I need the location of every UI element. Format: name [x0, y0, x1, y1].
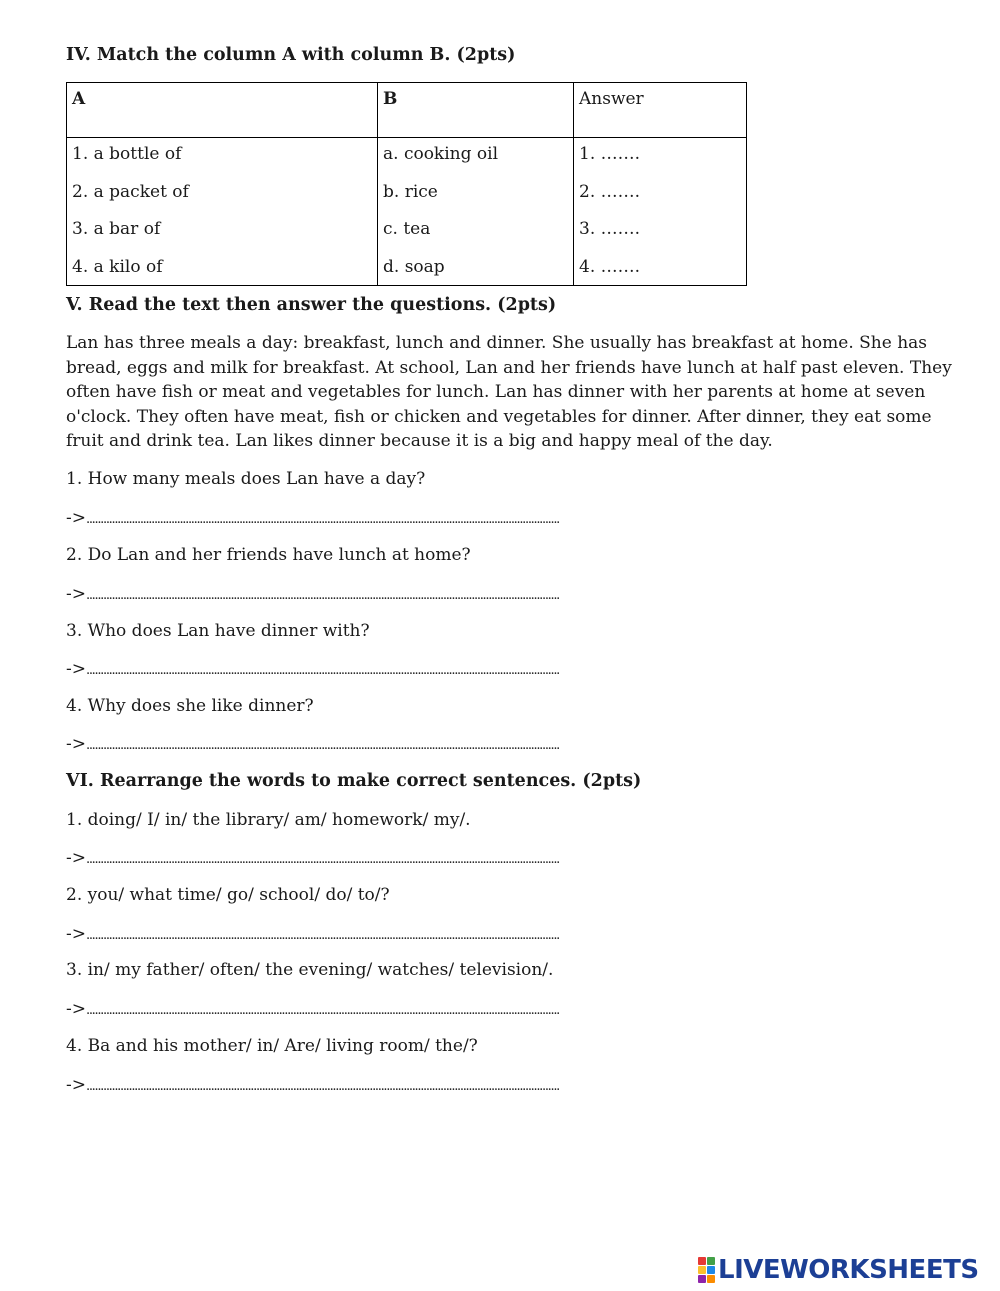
column-a-item: 1. a bottle of — [72, 144, 182, 164]
logo-square — [698, 1275, 706, 1283]
column-b-item: c. tea — [383, 219, 431, 239]
column-b-item: d. soap — [383, 256, 445, 277]
answer-line[interactable] — [66, 508, 559, 528]
logo-text: LIVEWORKSHEETS — [718, 1255, 979, 1285]
answer-arrow: -> — [66, 848, 86, 868]
column-a-item: 2. a packet of — [72, 181, 189, 202]
answer-arrow: -> — [66, 659, 86, 679]
answer-cell — [574, 138, 747, 286]
answer-slot[interactable]: 3. ……. — [579, 219, 641, 239]
column-a-header: A — [67, 83, 378, 138]
section-6-heading: VI. Rearrange the words to make correct sentences. (2pts) — [66, 771, 642, 791]
question-text: 2. you/ what time/ go/ school/ do/ to/? — [66, 885, 390, 905]
question-text: 3. Who does Lan have dinner with? — [66, 621, 370, 641]
column-b-item: a. cooking oil — [383, 144, 499, 164]
logo-square — [707, 1275, 715, 1283]
logo-square — [707, 1266, 715, 1274]
answer-dots: ....................................................................................................................................................................... — [86, 852, 560, 867]
question-text: 4. Ba and his mother/ in/ Are/ living room/ the/? — [66, 1036, 478, 1056]
answer-line[interactable] — [66, 1075, 559, 1095]
column-b-header: B — [378, 83, 574, 138]
answer-slot[interactable]: 4. ……. — [579, 256, 641, 277]
question-text: 4. Why does she like dinner? — [66, 696, 314, 716]
answer-dots: ....................................................................................................................................................................... — [86, 1003, 560, 1018]
answer-arrow: -> — [66, 999, 86, 1019]
section-4-heading: IV. Match the column A with column B. (2pts) — [66, 45, 516, 65]
column-b-item: b. rice — [383, 181, 438, 202]
answer-slot[interactable]: 1. ……. — [579, 144, 641, 164]
answer-dots: ....................................................................................................................................................................... — [86, 928, 560, 943]
answer-line[interactable] — [66, 848, 559, 868]
answer-column-header: Answer — [574, 83, 747, 138]
logo-square — [707, 1257, 715, 1265]
answer-arrow: -> — [66, 734, 86, 754]
answer-dots: ....................................................................................................................................................................... — [86, 738, 560, 753]
answer-slot[interactable]: 2. ……. — [579, 181, 641, 202]
passage-line: o'clock. They often have meat, fish or chicken and vegetables for dinner. After dinner, they eat some — [66, 406, 932, 427]
answer-dots: ....................................................................................................................................................................... — [86, 588, 560, 603]
column-a-item: 3. a bar of — [72, 219, 161, 239]
answer-arrow: -> — [66, 584, 86, 604]
logo-square — [698, 1266, 706, 1274]
answer-dots: ....................................................................................................................................................................... — [86, 512, 560, 527]
logo-square — [698, 1257, 706, 1265]
question-text: 1. How many meals does Lan have a day? — [66, 469, 426, 489]
answer-line[interactable] — [66, 659, 559, 679]
answer-dots: ....................................................................................................................................................................... — [86, 1079, 560, 1094]
answer-dots: ....................................................................................................................................................................... — [86, 663, 560, 678]
table-body-row — [67, 138, 747, 286]
column-a-cell — [67, 138, 378, 286]
column-a-item: 4. a kilo of — [72, 256, 163, 277]
passage-line: Lan has three meals a day: breakfast, lunch and dinner. She usually has breakfast at home. She has — [66, 333, 928, 353]
answer-arrow: -> — [66, 508, 86, 528]
matching-table — [66, 82, 747, 286]
reading-passage — [66, 331, 952, 454]
answer-line[interactable] — [66, 924, 559, 944]
answer-arrow: -> — [66, 1075, 86, 1095]
logo-mark-icon — [698, 1257, 715, 1283]
question-text: 3. in/ my father/ often/ the evening/ watches/ television/. — [66, 960, 554, 980]
answer-line[interactable] — [66, 999, 559, 1019]
passage-line: bread, eggs and milk for breakfast. At school, Lan and her friends have lunch at half past eleven. They — [66, 357, 952, 378]
column-b-cell — [378, 138, 574, 286]
passage-line: often have fish or meat and vegetables for lunch. Lan has dinner with her parents at home at seven — [66, 382, 926, 403]
answer-arrow: -> — [66, 924, 86, 944]
question-text: 1. doing/ I/ in/ the library/ am/ homework/ my/. — [66, 810, 471, 830]
question-text: 2. Do Lan and her friends have lunch at home? — [66, 545, 471, 565]
answer-line[interactable] — [66, 734, 559, 754]
table-header-row — [67, 83, 747, 138]
liveworksheets-logo — [698, 1255, 998, 1285]
passage-line: fruit and drink tea. Lan likes dinner because it is a big and happy meal of the day. — [66, 431, 773, 452]
section-5-heading: V. Read the text then answer the questions. (2pts) — [66, 295, 557, 315]
answer-line[interactable] — [66, 584, 559, 604]
